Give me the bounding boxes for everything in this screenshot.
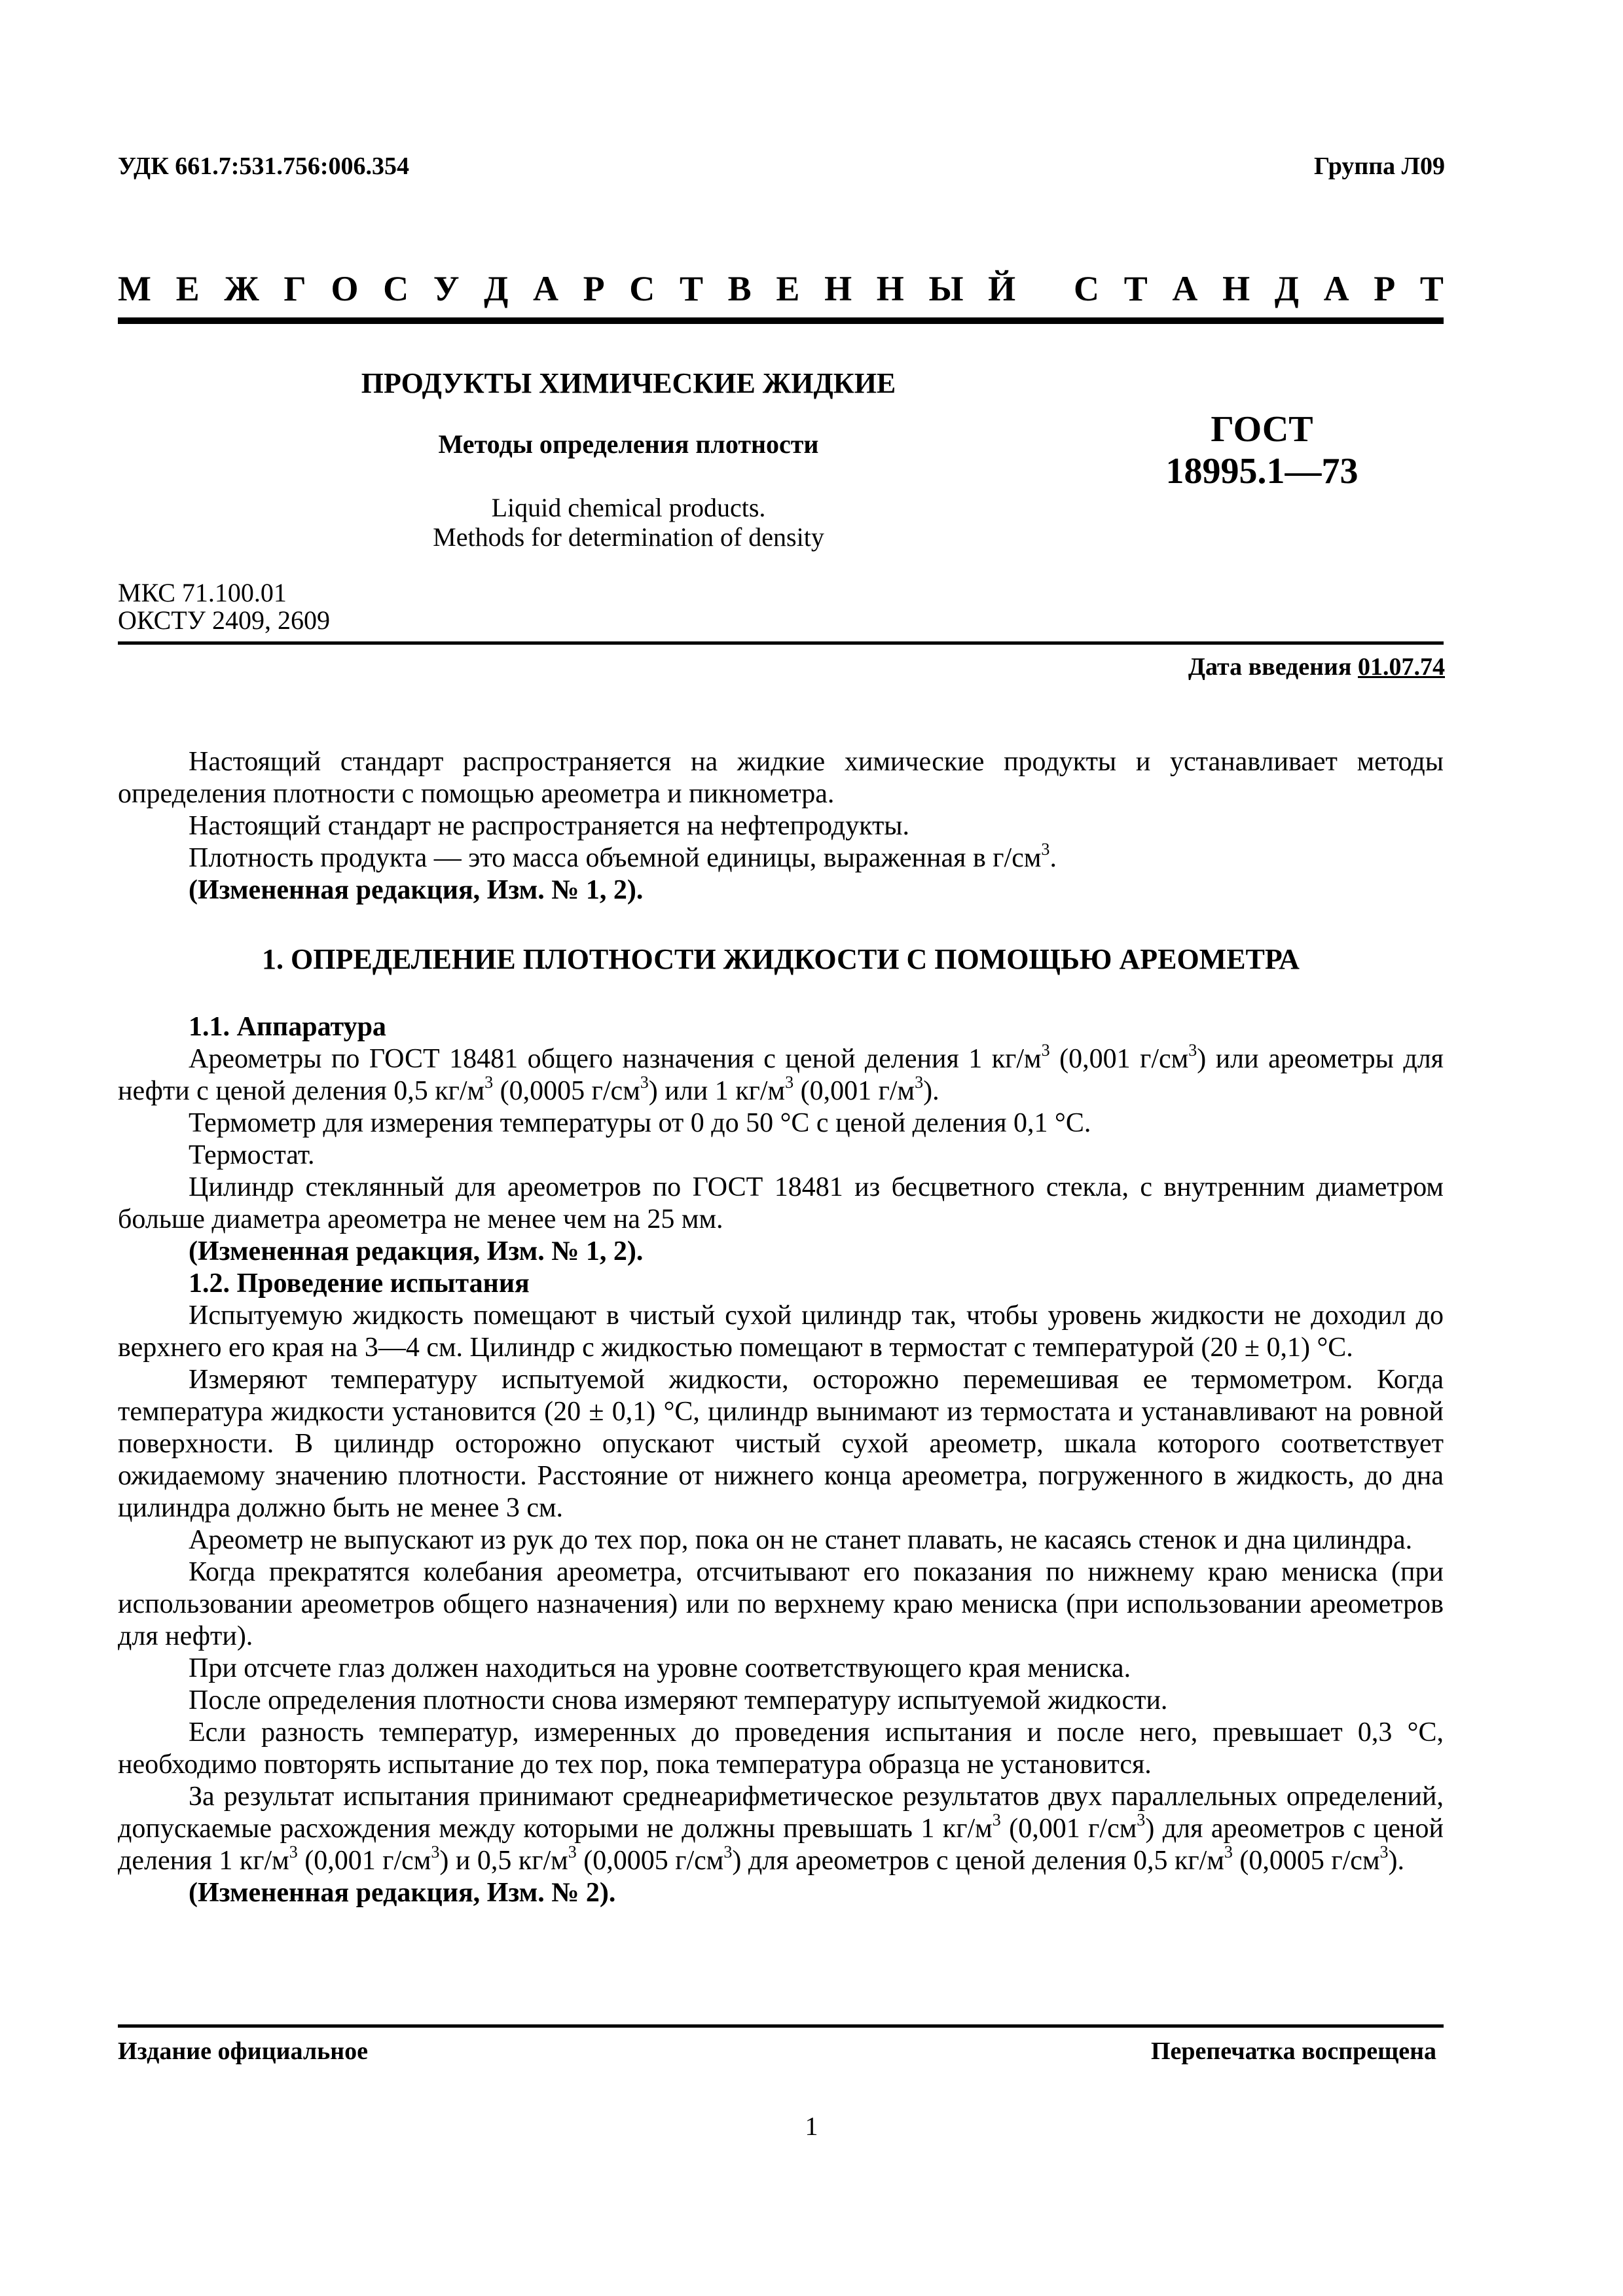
header-rule [118, 317, 1444, 324]
section-1-body [118, 1011, 1444, 1909]
body-paragraph: Термометр для измерения температуры от 0 до 50 °С с ценой деления 0,1 °С. [189, 1108, 1091, 1138]
body-paragraph: За результат испытания принимают среднеарифметическое результатов двух параллельных определений, допускаемые расхождения между которыми не должны превышать 1 $кг/м^3$ (0,001 $г/см^3$) для ареометров с ценой деления 1 $кг/м^3$ (0,001 $г/см^3$) и 0,5 $кг/м^3$ (0,0005 $г/см^3$) для ареометров с ценой деления 0,5 $кг/м^3$ (0,0005 $г/см^3$). [118, 1782, 1444, 1876]
banner-word-gap [1040, 268, 1049, 309]
banner-letter: Й [988, 269, 1016, 308]
document-subtitle: Методы определения плотности [438, 429, 819, 459]
intro-paragraph: Настоящий стандарт распространяется на жидкие химические продукты и устанавливает методы определения плотности с помощью ареометра и пикнометра. [118, 747, 1444, 809]
banner-letter: Р [583, 269, 605, 308]
body-paragraph: Ареометры по ГОСТ 18481 общего назначения с ценой деления 1 $кг/м^3$ (0,001 $г/см^3$) или ареометры для нефти с ценой деления 0,5 $кг/м^3$ (0,0005 $г/см^3$) или 1 $кг/м^3$ (0,001 $г/м^3$). [118, 1040, 1444, 1106]
english-title-line-1: Liquid chemical products. [491, 493, 766, 522]
banner-letter: Н [1222, 269, 1250, 308]
gost-label: ГОСТ [1211, 409, 1313, 450]
banner-letter: А [532, 269, 558, 308]
group-code: Группа Л09 [1313, 152, 1445, 180]
subsection-title: 1.2. Проведение испытания [189, 1268, 530, 1299]
body-paragraph: Если разность температур, измеренных до проведения испытания и после него, превышает 0,3 °С, необходимо повторять испытание до тех пор, пока температура образца не установится. [118, 1717, 1444, 1780]
banner-letter: С [1074, 269, 1100, 308]
date-label: Дата введения [1188, 653, 1352, 681]
intro-block [118, 746, 1444, 906]
banner-letter: Д [484, 269, 509, 308]
banner-letter: Н [876, 269, 904, 308]
banner-letter: Е [776, 269, 800, 308]
okstu-code: ОКСТУ 2409, 2609 [118, 605, 331, 635]
intro-amendment-note: (Измененная редакция, Изм. № 1, 2). [189, 875, 644, 905]
page-number: 1 [805, 2111, 818, 2141]
introduction-date [1188, 653, 1445, 681]
banner-letter: Ж [224, 269, 259, 308]
banner-letter: С [383, 269, 409, 308]
reprint-note: Перепечатка воспрещена [1150, 2037, 1436, 2065]
interstate-standard-banner [118, 268, 1444, 309]
document-title: ПРОДУКТЫ ХИМИЧЕСКИЕ ЖИДКИЕ [361, 367, 896, 399]
banner-letter: Е [175, 269, 200, 308]
body-paragraph: Ареометр не выпускают из рук до тех пор, пока он не станет плавать, не касаясь стенок и дна цилиндра. [189, 1525, 1413, 1555]
banner-letter: А [1172, 269, 1198, 308]
footer-rule [118, 2024, 1444, 2028]
section-heading: 1. ОПРЕДЕЛЕНИЕ ПЛОТНОСТИ ЖИДКОСТИ С ПОМОЩЬЮ АРЕОМЕТРА [262, 943, 1300, 975]
mks-code: МКС 71.100.01 [118, 578, 287, 607]
date-value: 01.07.74 [1358, 653, 1445, 681]
edition-note: Издание официальное [118, 2037, 369, 2065]
udk-code: УДК 661.7:531.756:006.354 [118, 152, 410, 180]
banner-letter: Ы [928, 269, 964, 308]
banner-letter: У [433, 269, 460, 308]
banner-letter: С [629, 269, 655, 308]
intro-paragraph: Плотность продукта — это масса объемной единицы, выраженная в $г/см^3$. [189, 839, 1057, 873]
banner-letter: Т [1419, 269, 1444, 308]
body-paragraph: Цилиндр стеклянный для ареометров по ГОСТ 18481 из бесцветного стекла, с внутренним диаметром больше диаметра ареометра не менее чем на 25 мм. [118, 1172, 1444, 1234]
banner-letter: А [1323, 269, 1349, 308]
banner-letter: Т [679, 269, 703, 308]
banner-letter: В [727, 269, 752, 308]
amendment-note: (Измененная редакция, Изм. № 2). [189, 1878, 616, 1908]
banner-letter: Д [1274, 269, 1299, 308]
subsection-title: 1.1. Аппаратура [189, 1012, 386, 1042]
body-paragraph: Когда прекратятся колебания ареометра, отсчитывают его показания по нижнему краю мениска (при использовании ареометров общего назначения) или по верхнему краю мениска (при использовании ареометров для нефти). [118, 1557, 1444, 1651]
banner-letter: О [331, 269, 359, 308]
body-paragraph: Измеряют температуру испытуемой жидкости, осторожно перемешивая ее термометром. Когда температура жидкости установится (20 ± 0,1) °С, цилиндр вынимают из термостата и устанавливают на ровной поверхности. В цилиндр осторожно опускают чистый сухой ареометр, шкала которого соответствует ожидаемому значению плотности. Расстояние от нижнего конца ареометра, погруженного в жидкость, до дна цилиндра должно быть не менее 3 см. [118, 1365, 1444, 1523]
intro-paragraph: Настоящий стандарт не распространяется на нефтепродукты. [189, 811, 910, 841]
body-paragraph: При отсчете глаз должен находиться на уровне соответствующего края мениска. [189, 1653, 1131, 1683]
classifier-rule [118, 641, 1444, 645]
body-paragraph: После определения плотности снова измеряют температуру испытуемой жидкости. [189, 1685, 1168, 1715]
amendment-note: (Измененная редакция, Изм. № 1, 2). [189, 1236, 644, 1266]
banner-letter: Р [1374, 269, 1396, 308]
banner-letter: Т [1123, 269, 1148, 308]
banner-letter: Н [824, 269, 852, 308]
body-paragraph: Испытуемую жидкость помещают в чистый сухой цилиндр так, чтобы уровень жидкости не доходил до верхнего его края на 3—4 см. Цилиндр с жидкостью помещают в термостат с температурой (20 ± 0,1) °С. [118, 1300, 1444, 1363]
english-title-line-2: Methods for determination of density [433, 522, 824, 552]
gost-number: 18995.1—73 [1165, 451, 1359, 492]
body-paragraph: Термостат. [189, 1140, 315, 1170]
banner-letter: М [118, 269, 151, 308]
banner-letter: Г [283, 269, 306, 308]
